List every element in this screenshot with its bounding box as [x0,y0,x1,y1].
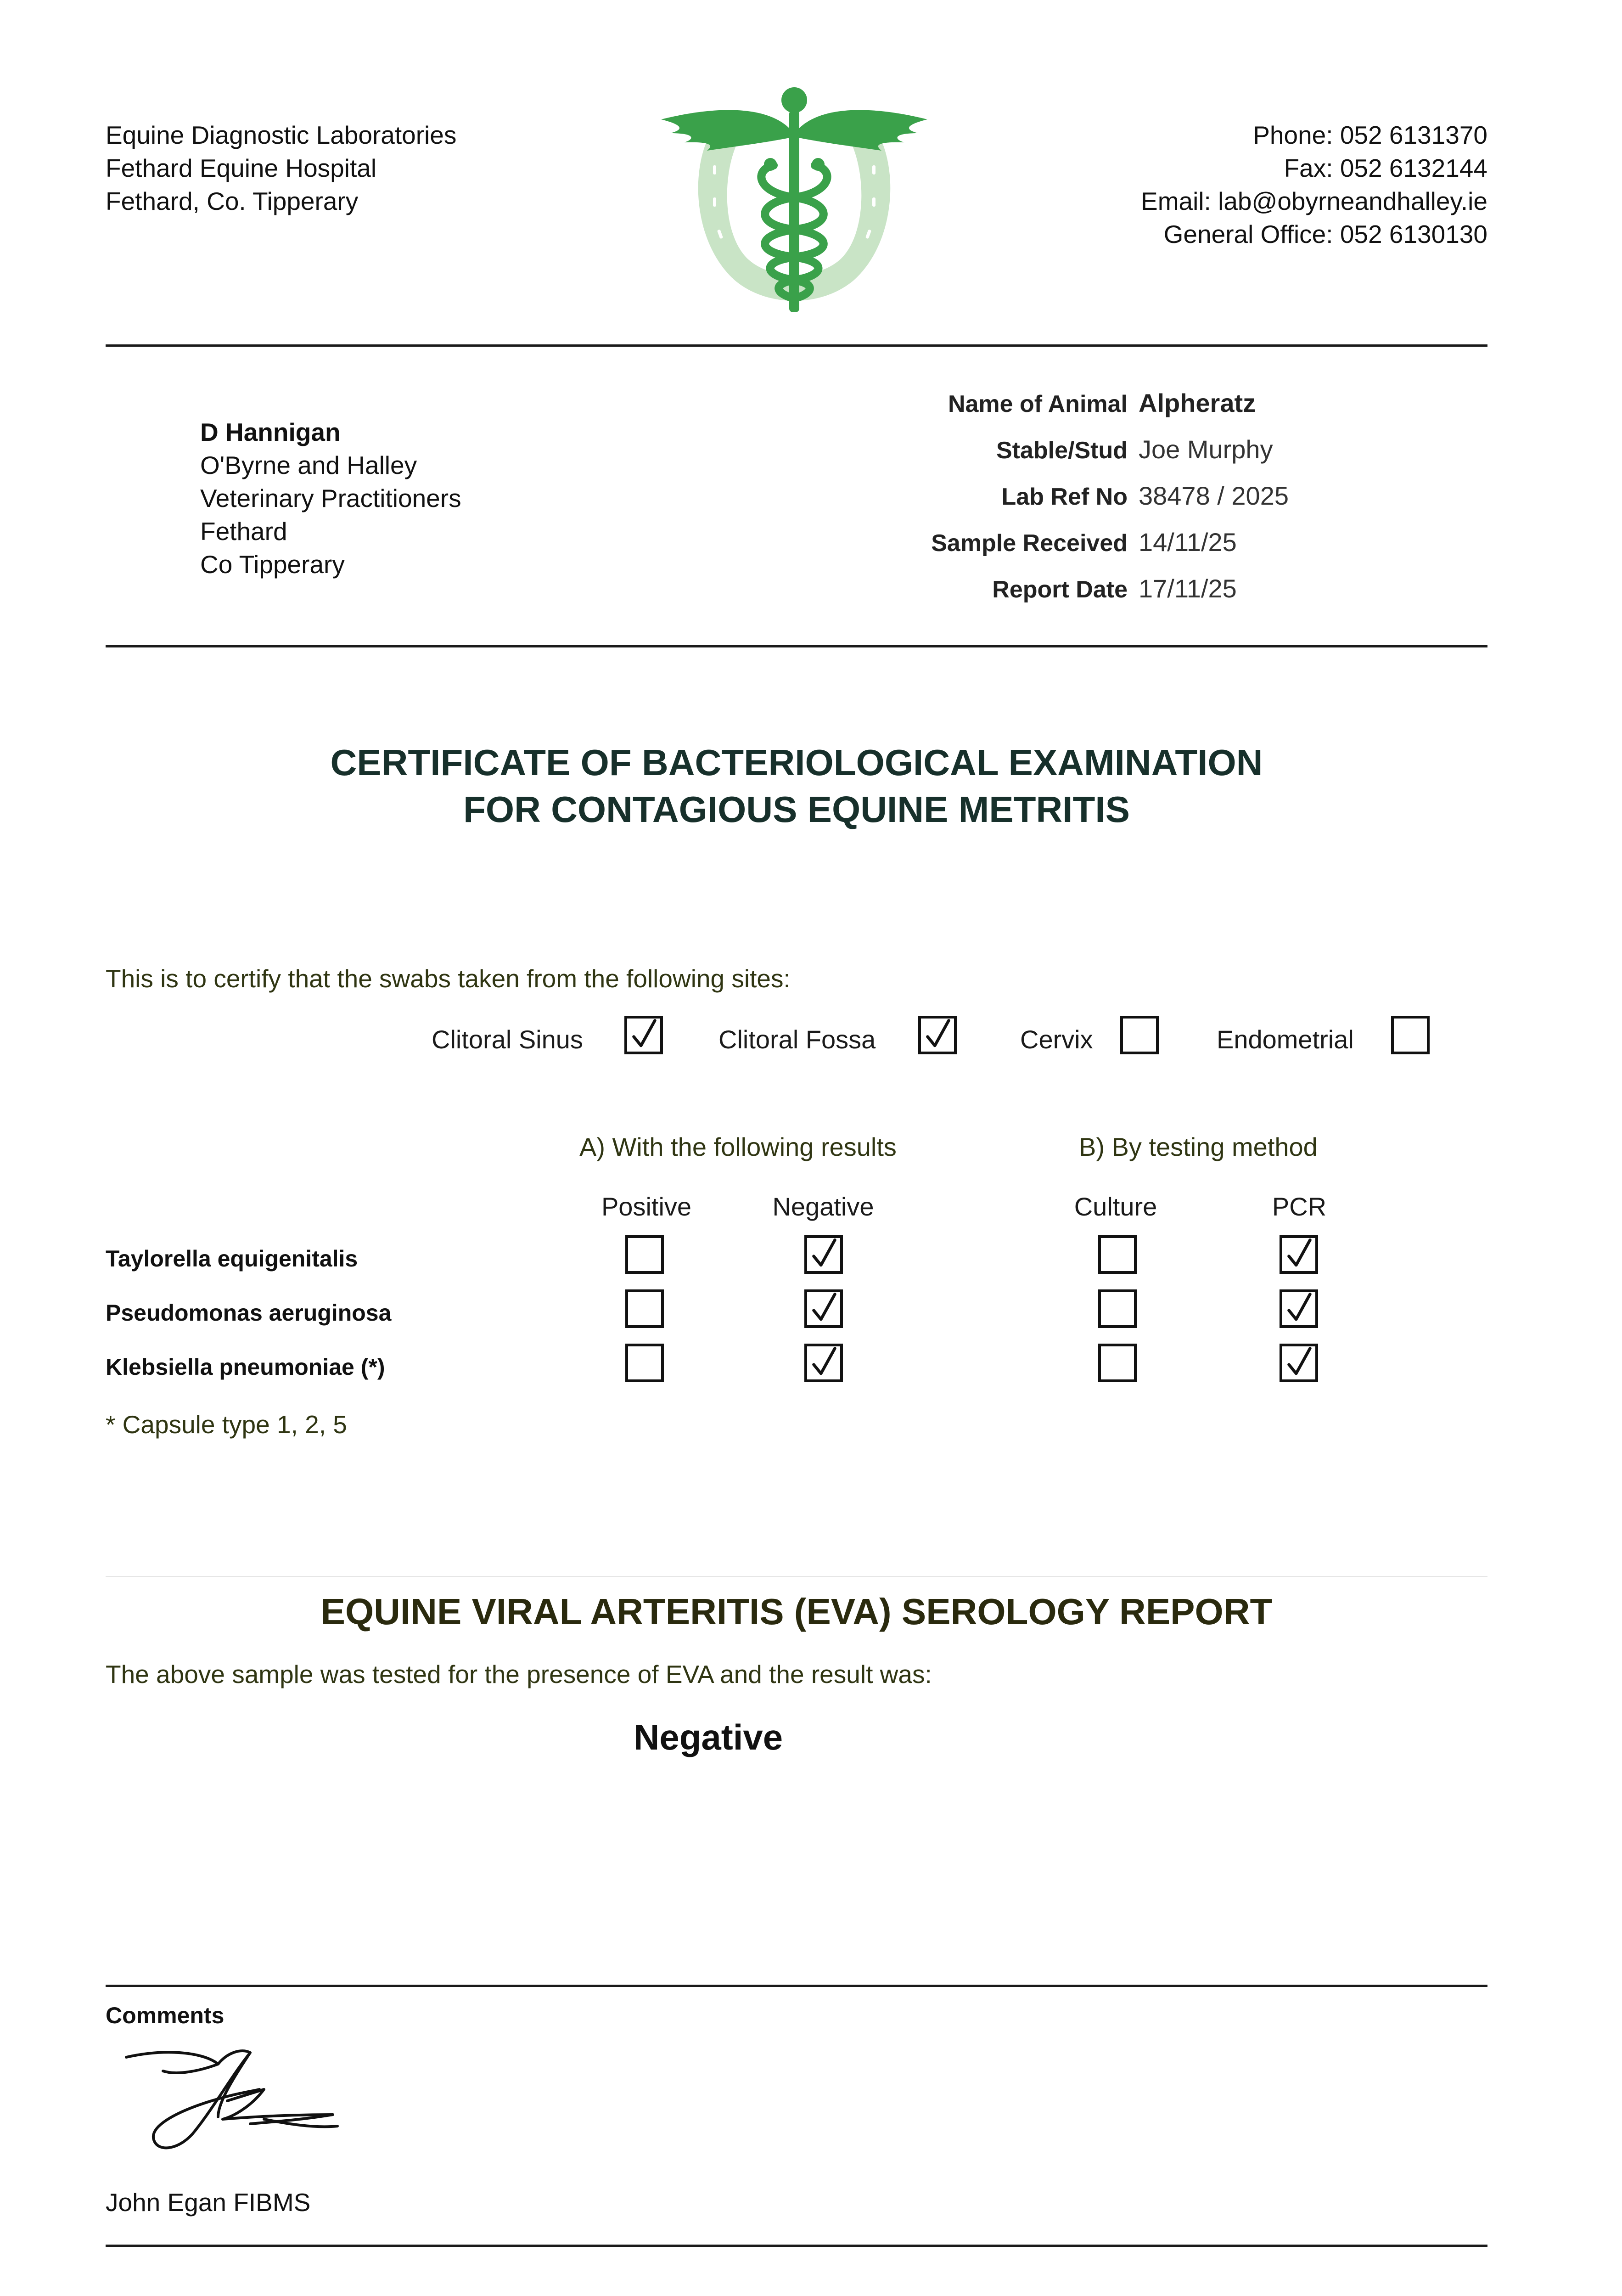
detail-row [780,388,1377,434]
method-heading: B) By testing method [1079,1132,1318,1161]
checkmark-icon [1282,1238,1315,1271]
site-checkbox-cervix[interactable] [1120,1016,1159,1054]
recipient-line: Fethard [200,517,287,546]
lab-location: Fethard, Co. Tipperary [106,187,359,215]
site-label: Clitoral Sinus [432,1025,583,1054]
divider [106,1985,1487,1987]
site-label: Endometrial [1217,1025,1354,1054]
lab-ref-no: 38478 / 2025 [1139,481,1289,510]
lab-address [106,118,456,218]
lab-phone: Phone: 052 6131370 [1253,121,1487,149]
site-checkbox-clitoral-sinus[interactable] [624,1016,663,1054]
lab-email: Email: lab@obyrneandhalley.ie [1141,187,1487,215]
recipient-name: D Hannigan [200,418,341,446]
detail-label: Stable/Stud [996,437,1128,464]
handwritten-signature [112,2039,351,2158]
divider [106,645,1487,647]
recipient-address [200,416,461,581]
lab-fax: Fax: 052 6132144 [1284,154,1487,182]
eva-text: The above sample was tested for the presence of EVA and the result was: [106,1660,932,1688]
lab-hospital: Fethard Equine Hospital [106,154,377,182]
method-checkbox-culture[interactable] [1098,1235,1137,1274]
caduceus-horseshoe-logo [661,87,927,317]
checkmark-icon [807,1292,840,1325]
result-checkbox-negative[interactable] [804,1235,843,1274]
certificate-title-line: CERTIFICATE OF BACTERIOLOGICAL EXAMINATION [330,742,1263,783]
divider [106,1576,1487,1577]
recipient-line: O'Byrne and Halley [200,451,417,479]
method-checkbox-culture[interactable] [1098,1289,1137,1328]
checkmark-icon [921,1019,954,1052]
checkmark-icon [807,1238,840,1271]
site-label: Cervix [1020,1025,1093,1054]
checkmark-icon [627,1019,660,1052]
lab-contact [1141,118,1487,251]
site-checkbox-endometrial[interactable] [1391,1016,1430,1054]
organism-name: Taylorella equigenitalis [106,1246,358,1272]
detail-row [780,574,1377,620]
result-checkbox-positive[interactable] [625,1289,664,1328]
detail-row [780,434,1377,481]
organism-name: Pseudomonas aeruginosa [106,1300,392,1326]
results-heading: A) With the following results [579,1132,897,1161]
site-checkbox-clitoral-fossa[interactable] [918,1016,957,1054]
recipient-line: Veterinary Practitioners [200,484,461,512]
detail-label: Name of Animal [948,391,1128,417]
animal-name: Alpheratz [1139,388,1256,417]
divider [106,344,1487,347]
detail-label: Lab Ref No [1001,484,1128,510]
animal-details [780,388,1377,620]
result-checkbox-positive[interactable] [625,1344,664,1382]
column-header-positive: Positive [601,1192,692,1221]
checkmark-icon [807,1346,840,1379]
divider [106,2245,1487,2247]
site-label: Clitoral Fossa [718,1025,876,1054]
result-checkbox-positive[interactable] [625,1235,664,1274]
result-checkbox-negative[interactable] [804,1344,843,1382]
method-checkbox-culture[interactable] [1098,1344,1137,1382]
report-date: 17/11/25 [1139,574,1237,603]
column-header-negative: Negative [772,1192,874,1221]
detail-label: Report Date [992,576,1128,603]
method-checkbox-pcr[interactable] [1280,1344,1318,1382]
column-header-culture: Culture [1074,1192,1157,1221]
certify-text: This is to certify that the swabs taken from the following sites: [106,964,791,993]
column-header-pcr: PCR [1272,1192,1327,1221]
eva-result: Negative [634,1717,783,1757]
method-checkbox-pcr[interactable] [1280,1289,1318,1328]
certificate-title-line: FOR CONTAGIOUS EQUINE METRITIS [463,789,1130,830]
sample-received: 14/11/25 [1139,528,1237,557]
comments-label: Comments [106,2003,224,2028]
checkmark-icon [1282,1346,1315,1379]
footnote: * Capsule type 1, 2, 5 [106,1410,347,1439]
certificate-title [106,739,1487,833]
detail-row [780,527,1377,574]
result-checkbox-negative[interactable] [804,1289,843,1328]
checkmark-icon [1282,1292,1315,1325]
lab-name: Equine Diagnostic Laboratories [106,121,457,149]
detail-label: Sample Received [931,530,1128,557]
organism-name: Klebsiella pneumoniae (*) [106,1354,385,1380]
signatory-name: John Egan FIBMS [106,2188,311,2217]
detail-row [780,481,1377,527]
lab-general-office: General Office: 052 6130130 [1163,220,1487,248]
recipient-line: Co Tipperary [200,550,345,579]
stable-stud: Joe Murphy [1139,435,1273,464]
method-checkbox-pcr[interactable] [1280,1235,1318,1274]
eva-title: EQUINE VIRAL ARTERITIS (EVA) SEROLOGY REPORT [320,1591,1273,1632]
